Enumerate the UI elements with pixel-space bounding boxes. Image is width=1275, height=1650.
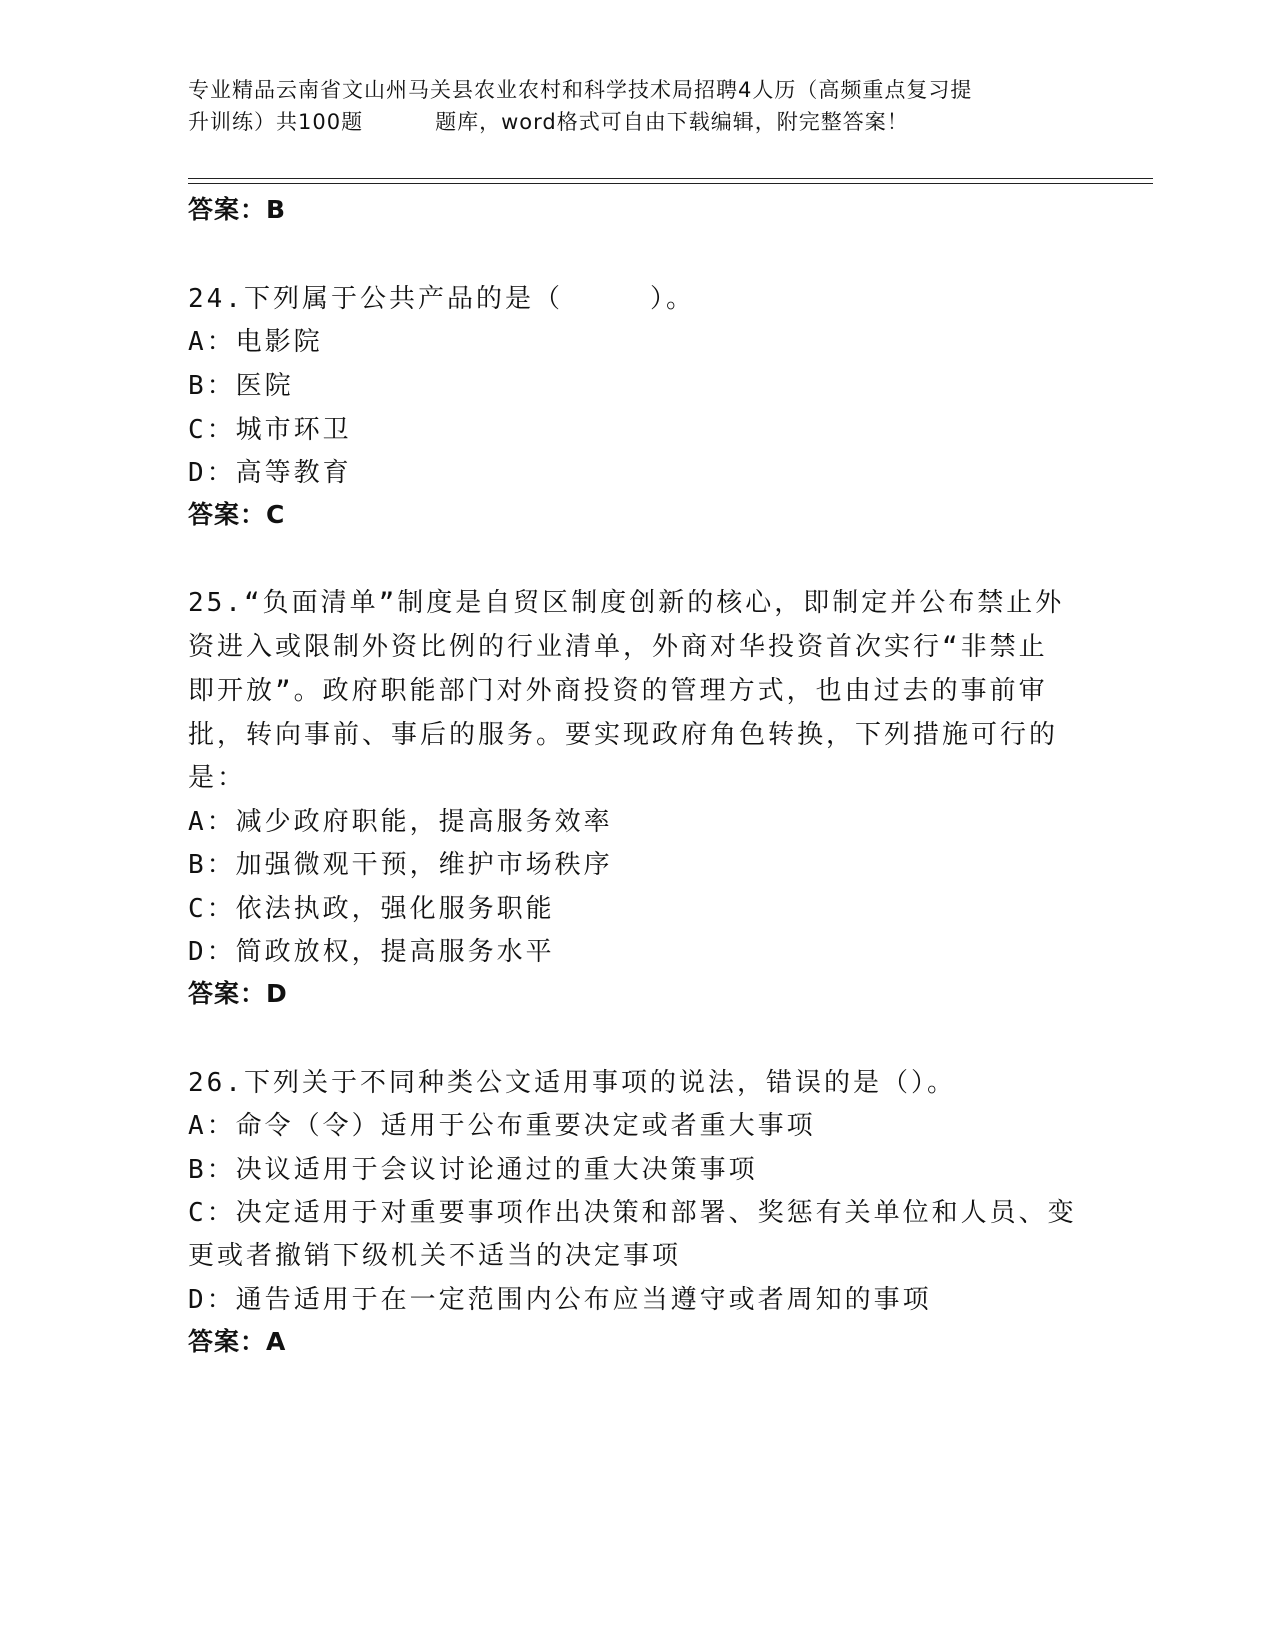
question-24-option-a: A：电影院 xyxy=(188,327,323,357)
header-line-1: 专业精品云南省文山州马关县农业农村和科学技术局招聘4人历（高频重点复习提 xyxy=(188,78,973,102)
question-25-option-c: C：依法执政，强化服务职能 xyxy=(188,894,555,924)
question-24-option-c: C：城市环卫 xyxy=(188,415,352,445)
question-25-option-b: B：加强微观干预，维护市场秩序 xyxy=(188,850,613,880)
question-24-stem: 24.下列属于公共产品的是（ ）。 xyxy=(188,284,695,314)
answer-prev: 答案：B xyxy=(188,195,287,224)
question-25-stem-line-2: 资进入或限制外资比例的行业清单，外商对华投资首次实行“非禁止 xyxy=(188,632,1048,662)
question-26-option-c-line-2: 更或者撤销下级机关不适当的决定事项 xyxy=(188,1241,682,1271)
question-26-option-c-line-1: C：决定适用于对重要事项作出决策和部署、奖惩有关单位和人员、变 xyxy=(188,1198,1077,1228)
question-25-stem-line-4: 批，转向事前、事后的服务。要实现政府角色转换，下列措施可行的 xyxy=(188,720,1059,750)
question-25-answer: 答案：D xyxy=(188,979,288,1008)
header-line-2 xyxy=(188,106,1088,138)
header-line-2a: 升训练）共100题 xyxy=(188,110,364,134)
header-line-2b: 题库，word格式可自由下载编辑，附完整答案！ xyxy=(435,110,909,134)
question-25-stem-line-1: 25.“负面清单”制度是自贸区制度创新的核心，即制定并公布禁止外 xyxy=(188,588,1065,618)
question-25-stem-line-5: 是： xyxy=(188,763,247,793)
question-26-option-a: A：命令（令）适用于公布重要决定或者重大事项 xyxy=(188,1111,816,1141)
question-26-option-b: B：决议适用于会议讨论通过的重大决策事项 xyxy=(188,1155,758,1185)
question-26-answer: 答案：A xyxy=(188,1327,287,1356)
question-24-option-d: D：高等教育 xyxy=(188,458,352,488)
header-divider-bottom xyxy=(188,183,1153,184)
page-header xyxy=(188,74,1088,138)
question-26-stem: 26.下列关于不同种类公文适用事项的说法，错误的是（）。 xyxy=(188,1068,956,1098)
question-25-option-d: D：简政放权，提高服务水平 xyxy=(188,937,555,967)
question-25-option-a: A：减少政府职能，提高服务效率 xyxy=(188,807,613,837)
header-divider-top xyxy=(188,178,1153,179)
question-24-option-b: B：医院 xyxy=(188,371,294,401)
question-25-stem-line-3: 即开放”。政府职能部门对外商投资的管理方式，也由过去的事前审 xyxy=(188,676,1048,706)
question-26-option-d: D：通告适用于在一定范围内公布应当遵守或者周知的事项 xyxy=(188,1285,932,1315)
question-24-answer: 答案：C xyxy=(188,500,286,529)
